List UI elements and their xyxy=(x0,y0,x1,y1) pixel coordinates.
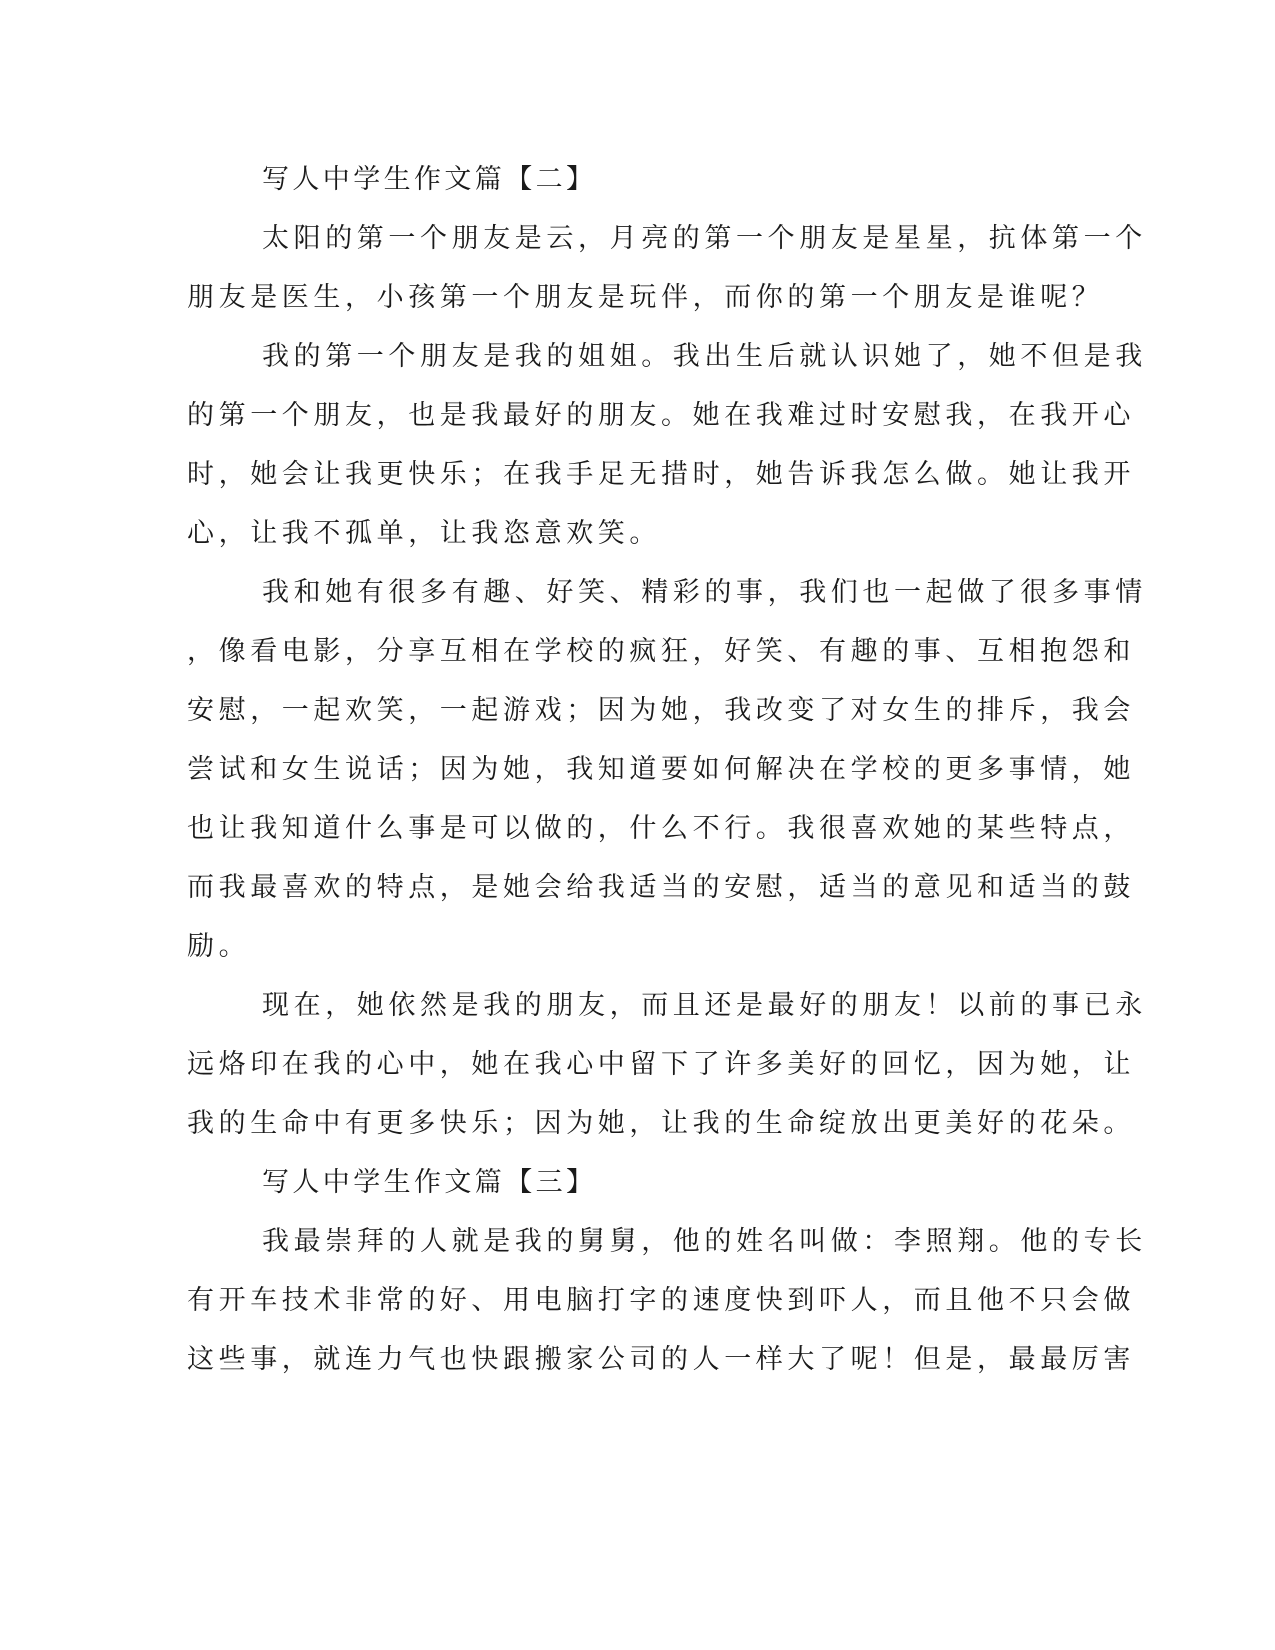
text-line: 太阳的第一个朋友是云，月亮的第一个朋友是星星，抗体第一个 xyxy=(262,223,1147,254)
text-line: 而我最喜欢的特点，是她会给我适当的安慰，适当的意见和适当的鼓 xyxy=(187,872,1135,903)
text-line: 我的第一个朋友是我的姐姐。我出生后就认识她了，她不但是我 xyxy=(262,341,1147,372)
text-line: 我和她有很多有趣、好笑、精彩的事，我们也一起做了很多事情 xyxy=(262,577,1147,608)
text-line: 这些事，就连力气也快跟搬家公司的人一样大了呢！但是，最最厉害 xyxy=(187,1344,1135,1375)
text-line: 现在，她依然是我的朋友，而且还是最好的朋友！以前的事已永 xyxy=(262,990,1147,1021)
text-line: 安慰，一起欢笑，一起游戏；因为她，我改变了对女生的排斥，我会 xyxy=(187,695,1135,726)
text-line: 朋友是医生，小孩第一个朋友是玩伴，而你的第一个朋友是谁呢？ xyxy=(187,282,1104,313)
text-line: 励。 xyxy=(187,931,251,962)
text-line: 心，让我不孤单，让我恣意欢笑。 xyxy=(187,518,661,549)
text-line: 的第一个朋友，也是我最好的朋友。她在我难过时安慰我，在我开心 xyxy=(187,400,1135,431)
text-line: 我的生命中有更多快乐；因为她，让我的生命绽放出更美好的花朵。 xyxy=(187,1108,1135,1139)
section-heading-3: 写人中学生作文篇【三】 xyxy=(262,1167,597,1198)
text-line: ，像看电影，分享互相在学校的疯狂，好笑、有趣的事、互相抱怨和 xyxy=(187,636,1135,667)
text-line: 我最崇拜的人就是我的舅舅，他的姓名叫做：李照翔。他的专长 xyxy=(262,1226,1147,1257)
text-line: 尝试和女生说话；因为她，我知道要如何解决在学校的更多事情，她 xyxy=(187,754,1135,785)
text-line: 时，她会让我更快乐；在我手足无措时，她告诉我怎么做。她让我开 xyxy=(187,459,1135,490)
text-line: 远烙印在我的心中，她在我心中留下了许多美好的回忆，因为她，让 xyxy=(187,1049,1135,1080)
text-line: 也让我知道什么事是可以做的，什么不行。我很喜欢她的某些特点， xyxy=(187,813,1135,844)
text-line: 有开车技术非常的好、用电脑打字的速度快到吓人，而且他不只会做 xyxy=(187,1285,1135,1316)
section-heading-2: 写人中学生作文篇【二】 xyxy=(262,164,597,195)
